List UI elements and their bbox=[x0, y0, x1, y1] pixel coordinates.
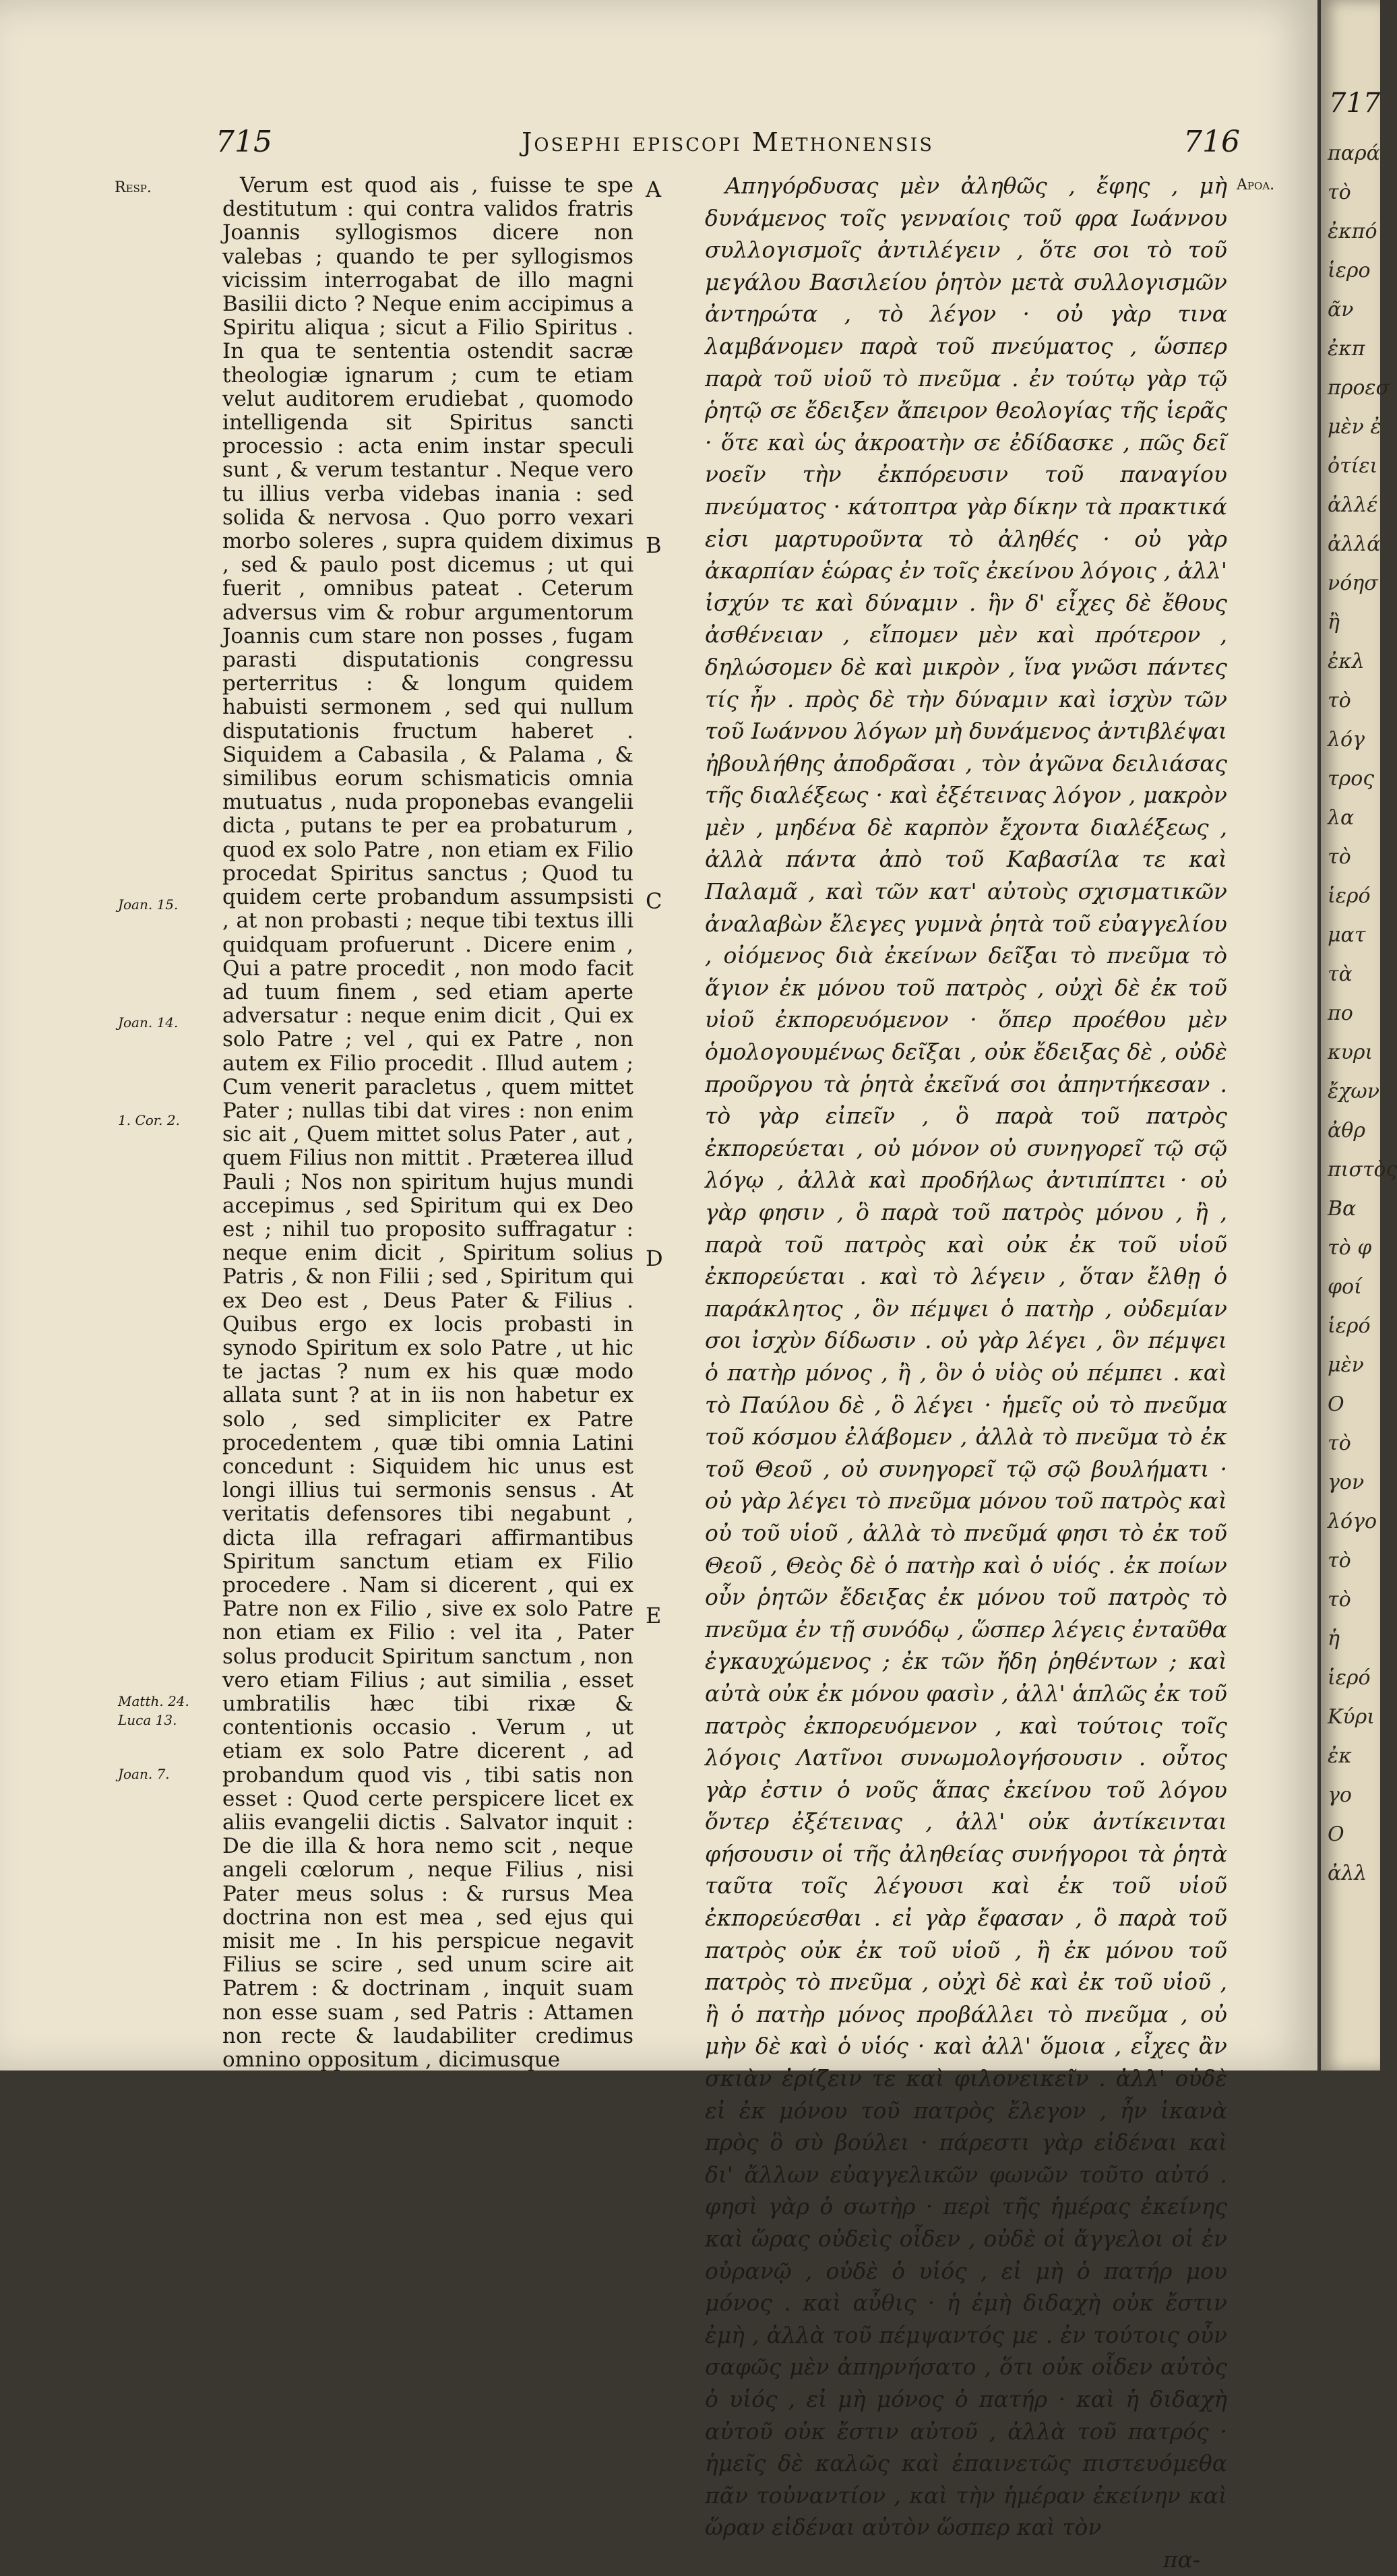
next-page-fragment: ἱερό bbox=[1328, 1666, 1371, 1690]
next-page-fragment: Ο bbox=[1328, 1392, 1344, 1416]
next-page-fragment: ἐκπό bbox=[1328, 220, 1377, 243]
next-page-edge bbox=[1321, 0, 1397, 2071]
running-title: Josephi episcopi Methonensis bbox=[522, 127, 934, 157]
next-page-fragment: τὸ bbox=[1328, 181, 1351, 204]
next-page-fragment: ἐκπ bbox=[1328, 337, 1365, 361]
next-page-fragment: φοί bbox=[1328, 1275, 1362, 1299]
next-page-fragment: ᾶν bbox=[1328, 298, 1354, 321]
next-page-fragment: ἀλλ bbox=[1328, 1862, 1367, 1885]
next-page-fragment: κυρι bbox=[1328, 1041, 1373, 1064]
next-page-fragment: μὲν bbox=[1328, 1353, 1364, 1377]
margin-ref-matth: Matth. 24. bbox=[118, 1693, 189, 1709]
next-page-number: 717 bbox=[1329, 88, 1381, 119]
next-page-fragment: τὸ φ bbox=[1328, 1236, 1372, 1260]
margin-ref-cor: 1. Cor. 2. bbox=[118, 1112, 180, 1128]
next-page-fragment: ἐκλ bbox=[1328, 650, 1365, 673]
next-page-fragment: λα bbox=[1328, 806, 1355, 830]
greek-column bbox=[705, 170, 1227, 2576]
next-page-fragment: ἱερό bbox=[1328, 884, 1371, 908]
next-page-fragment: γον bbox=[1328, 1471, 1365, 1494]
next-page-fragment: τὸ bbox=[1328, 1432, 1351, 1455]
section-letter-c: C bbox=[646, 888, 662, 914]
next-page-fragment: ὀτίει bbox=[1328, 454, 1378, 478]
next-page-fragment: λόγο bbox=[1328, 1510, 1377, 1533]
next-page-fragment: προεσ bbox=[1328, 376, 1390, 400]
next-page-fragment: ἀθρ bbox=[1328, 1119, 1365, 1142]
next-page-fragment: τὰ bbox=[1328, 962, 1353, 986]
next-page-fragment: γο bbox=[1328, 1783, 1352, 1807]
section-letter-b: B bbox=[646, 532, 662, 558]
next-page-fragment: ἐκ bbox=[1328, 1744, 1352, 1768]
next-page-fragment: πο bbox=[1328, 1002, 1353, 1025]
next-page-fragment: μὲν ἐ bbox=[1328, 415, 1382, 439]
latin-text: Verum est quod ais , fuisse te spe destitutum : qui contra validos fratris Joannis syllogismos dicere non valebas ; quando te per syllogismos vicissim interrogabat de illo magni Basilii dicto ? Neque enim accipimus a Spiritu aliqua ; sicut a Filio Spiritus . In qua te sententia ostendit sacræ theologiæ ignarum ; cum te etiam velut auditorem erudiebat , quomodo intelligenda sit Spiritus sancti processio : acta enim instar speculi sunt , & verum testantur . Neque vero tu illius verba videbas inania : sed solida & nervosa . Quo porro vexari morbo soleres , supra quidem diximus , sed & paulo post dicemus ; ut qui fuerit , omnibus pateat . Ceterum adversus vim & robur argumentorum Joannis cum stare non posses , fugam parasti disputationis congressu perterritus : & longum quidem habuisti sermonem , sed qui nullum disputationis fructum haberet . Siquidem a Cabasila , & Palama , & similibus eorum schismaticis omnia mutuatus , nuda proponebas evangelii dicta , putans te per ea probaturum , quod ex solo Patre , non etiam ex Filio procedat Spiritus sanctus ; Quod tu quidem certe probandum assumpsisti , at non probasti ; neque tibi textus illi quidquam profuerunt . Dicere enim , Qui a patre procedit , non modo facit ad tuum finem , sed etiam aperte adversatur : neque enim dicit , Qui ex solo Patre ; vel , qui ex Patre , non autem ex Filio procedit . Illud autem ; Cum venerit paracletus , quem mittet Pater ; nullas tibi dat vires : non enim sic ait , Quem mittet solus Pater , aut , quem Filius non mittit . Præterea illud Pauli ; Nos non spiritum hujus mundi accepimus , sed Spiritum qui ex Deo est ; nihil tuo proposito suffragatur : neque enim dicit , Spiritum solius Patris , & non Filii ; sed , Spiritum qui ex Deo est , Deus Pater & Filius . Quibus ergo ex locis probasti in synodo Spiritum ex solo Patre , ut hic te jactas ? num ex his quæ modo allata sunt ? at in iis non habetur ex solo , sed simpliciter ex Patre procedentem , quæ tibi omnia Latini concedunt : Siquidem hic unus est longi illius tui sermonis sensus . At veritatis defensores tibi negabunt , dicta illa refragari affirmantibus Spiritum sanctum etiam ex Filio procedere . Nam si dicerent , qui ex Patre non ex Filio , sive ex solo Patre non etiam ex Filio : vel ita , Pater solus producit Spiritum sanctum , non vero etiam Filius ; aut similia , esset umbratilis hæc tibi rixæ & contentionis occasio . Verum , ut etiam ex solo Patre dicerent , ad probandum quod vis , tibi satis non esset : Quod certe perspicere licet ex aliis evangelii dictis . Salvator inquit : De die illa & hora nemo scit , neque angeli cœlorum , neque Filius , nisi Pater meus solus : & rursus Mea doctrina non est mea , sed ejus qui misit me . In his perspicue negavit Filius se scire , sed unum scire ait Patrem : & doctrinam , inquit suam non esse suam , sed Patris : Attamen non recte & laudabiliter credimus omnino oppositum , dicimusque bbox=[222, 173, 633, 2073]
next-page-fragment: ἢ bbox=[1328, 611, 1340, 634]
next-page-fragment: ἀλλά bbox=[1328, 532, 1381, 556]
next-page-fragment: τὸ bbox=[1328, 845, 1351, 869]
catchword: πα- bbox=[1162, 2546, 1200, 2573]
next-page-fragment: ἡ bbox=[1328, 1627, 1340, 1651]
next-page-fragment: νόησ bbox=[1328, 572, 1378, 595]
next-page-fragment: ἱερο bbox=[1328, 259, 1371, 282]
page-number-right: 716 bbox=[1183, 125, 1240, 159]
next-page-fragment: τρος bbox=[1328, 767, 1375, 791]
next-page-fragment: τὸ bbox=[1328, 1588, 1351, 1612]
margin-ref-joan14: Joan. 14. bbox=[118, 1014, 179, 1031]
margin-ref-joan7: Joan. 7. bbox=[118, 1766, 170, 1782]
running-header bbox=[216, 125, 1240, 165]
next-page-fragment: ματ bbox=[1328, 923, 1366, 947]
next-page-fragment: Ο bbox=[1328, 1822, 1344, 1846]
section-letter-a: A bbox=[646, 177, 662, 202]
next-page-fragment: πιστὸς bbox=[1328, 1158, 1397, 1182]
margin-ref-luca: Luca 13. bbox=[118, 1712, 177, 1728]
next-page-fragment: ἔχων bbox=[1328, 1080, 1379, 1103]
section-letter-e: E bbox=[646, 1603, 662, 1628]
latin-column bbox=[222, 174, 633, 2072]
next-page-fragment: τὸ bbox=[1328, 689, 1351, 712]
margin-apoc: Apoa. bbox=[1237, 177, 1275, 193]
next-page-fragment: Βα bbox=[1328, 1197, 1357, 1221]
margin-ref-joan15: Joan. 15. bbox=[118, 896, 179, 913]
page-number-left: 715 bbox=[216, 125, 272, 159]
next-page-fragment: ἱερό bbox=[1328, 1314, 1371, 1338]
greek-text: Απηγόρδυσας μὲν ἀληθῶς , ἔφης , μὴ δυνάμενος τοῖς γενναίοις τοῦ φρα Ιωάννου συλλογισμοῖς ἀντιλέγειν , ὅτε σοι τὸ τοῦ μεγάλου Βασιλείου ῥητὸν μετὰ συλλογισμῶν ἀντηρώτα , τὸ λέγον · οὐ γὰρ τινα λαμβάνομεν παρὰ τοῦ πνεύματος , ὥσπερ παρὰ τοῦ υἱοῦ τὸ πνεῦμα . ἐν τούτῳ γὰρ τῷ ῥητῷ σε ἔδειξεν ἄπειρον θεολογίας τῆς ἱερᾶς · ὅτε καὶ ὡς ἀκροατὴν σε ἐδίδασκε , πῶς δεῖ νοεῖν τὴν ἐκπόρευσιν τοῦ παναγίου πνεύματος · κάτοπτρα γὰρ δίκην τὰ πρακτικά εἰσι μαρτυροῦντα τὸ ἀληθές · οὐ γὰρ ἀκαρπίαν ἑώρας ἐν τοῖς ἐκείνου λόγοις , ἀλλ' ἰσχύν τε καὶ δύναμιν . ἣν δ' εἶχες δὲ ἔθους ἀσθένειαν , εἴπομεν μὲν καὶ πρότερον , δηλώσομεν δὲ καὶ μικρὸν , ἵνα γνῶσι πάντες τίς ἦν . πρὸς δὲ τὴν δύναμιν καὶ ἰσχὺν τῶν τοῦ Ιωάννου λόγων μὴ δυνάμενος ἀντιβλέψαι ἠβουλήθης ἀποδρᾶσαι , τὸν ἀγῶνα δειλιάσας τῆς διαλέξεως · καὶ ἐξέτεινας λόγον , μακρὸν μὲν , μηδένα δὲ καρπὸν ἔχοντα διαλέξεως , ἀλλὰ πάντα ἀπὸ τοῦ Καβασίλα τε καὶ Παλαμᾶ , καὶ τῶν κατ' αὐτοὺς σχισματικῶν ἀναλαβὼν ἔλεγες γυμνὰ ῥητὰ τοῦ εὐαγγελίου , οἰόμενος διὰ ἐκείνων δεῖξαι τὸ πνεῦμα τὸ ἅγιον ἐκ μόνου τοῦ πατρὸς , οὐχὶ δὲ ἐκ τοῦ υἱοῦ ἐκπορευόμενον · ὅπερ προέθου μὲν ὁμολογουμένως δεῖξαι , οὐκ ἔδειξας δὲ , οὐδὲ προῦργου τὰ ῥητὰ ἐκεῖνά σοι ἀπηντήκεσαν . τὸ γὰρ εἰπεῖν , ὃ παρὰ τοῦ πατρὸς ἐκπορεύεται , οὐ μόνον οὐ συνηγορεῖ τῷ σῷ λόγῳ , ἀλλὰ καὶ προδήλως ἀντιπίπτει · οὐ γὰρ φησιν , ὃ παρὰ τοῦ πατρὸς μόνου , ἢ , παρὰ τοῦ πατρὸς καὶ οὐκ ἐκ τοῦ υἱοῦ ἐκπορεύεται . καὶ τὸ λέγειν , ὅταν ἔλθῃ ὁ παράκλητος , ὃν πέμψει ὁ πατὴρ , οὐδεμίαν σοι ἰσχὺν δίδωσιν . οὐ γὰρ λέγει , ὃν πέμψει ὁ πατὴρ μόνος , ἢ , ὃν ὁ υἱὸς οὐ πέμπει . καὶ τὸ Παύλου δὲ , ὃ λέγει · ἡμεῖς οὐ τὸ πνεῦμα τοῦ κόσμου ἐλάβομεν , ἀλλὰ τὸ πνεῦμα τὸ ἐκ τοῦ Θεοῦ , οὐ συνηγορεῖ τῷ σῷ βουλήματι · οὐ γὰρ λέγει τὸ πνεῦμα μόνου τοῦ πατρὸς καὶ οὐ τοῦ υἱοῦ , ἀλλὰ τὸ πνεῦμά φησι τὸ ἐκ τοῦ Θεοῦ , Θεὸς δὲ ὁ πατὴρ καὶ ὁ υἱός . ἐκ ποίων οὖν ῥητῶν ἔδειξας ἐκ μόνου τοῦ πατρὸς τὸ πνεῦμα ἐν τῇ συνόδῳ , ὥσπερ λέγεις ἐνταῦθα ἐγκαυχώμενος ; ἐκ τῶν ἤδη ῥηθέντων ; καὶ αὐτὰ οὐκ ἐκ μόνου φασὶν , ἀλλ' ἁπλῶς ἐκ τοῦ πατρὸς ἐκπορευόμενον , καὶ τούτοις τοῖς λόγοις Λατῖνοι συνωμολογήσουσιν . οὗτος γὰρ ἐστιν ὁ νοῦς ἅπας ἐκείνου τοῦ λόγου ὅντερ ἐξέτεινας , ἀλλ' οὐκ ἀντίκεινται φήσουσιν οἱ τῆς ἀληθείας συνήγοροι τὰ ῥητὰ ταῦτα τοῖς λέγουσι καὶ ἐκ τοῦ υἱοῦ ἐκπορεύεσθαι . εἰ γὰρ ἔφασαν , ὃ παρὰ τοῦ πατρὸς οὐκ ἐκ τοῦ υἱοῦ , ἢ ἐκ μόνου τοῦ πατρὸς τὸ πνεῦμα , οὐχὶ δὲ καὶ ἐκ τοῦ υἱοῦ , ἢ ὁ πατὴρ μόνος προβάλλει τὸ πνεῦμα , οὐ μὴν δὲ καὶ ὁ υἱός · καὶ ἀλλ' ὅμοια , εἶχες ἂν σκιὰν ἐρίζειν τε καὶ φιλονεικεῖν . ἀλλ' οὐδὲ εἰ ἐκ μόνου τοῦ πατρὸς ἔλεγον , ἦν ἱκανὰ πρὸς ὃ σὺ βούλει · πάρεστι γὰρ εἰδέναι καὶ δι' ἄλλων εὐαγγελικῶν φωνῶν τοῦτο αὐτό . φησὶ γὰρ ὁ σωτὴρ · περὶ τῆς ἡμέρας ἐκείνης καὶ ὥρας οὐδεὶς οἶδεν , οὐδὲ οἱ ἄγγελοι οἱ ἐν οὐρανῷ , οὐδὲ ὁ υἱός , εἰ μὴ ὁ πατήρ μου μόνος . καὶ αὖθις · ἡ ἐμὴ διδαχὴ οὐκ ἔστιν ἐμὴ , ἀλλὰ τοῦ πέμψαντός με . ἐν τούτοις οὖν σαφῶς μὲν ἀπηρνήσατο , ὅτι οὐκ οἶδεν αὐτὸς ὁ υἱός , εἰ μὴ μόνος ὁ πατήρ · καὶ ἡ διδαχὴ αὐτοῦ οὐκ ἔστιν αὐτοῦ , ἀλλὰ τοῦ πατρός · ἡμεῖς δὲ καλῶς καὶ ἐπαινετῶς πιστευόμεθα πᾶν τοὐναντίον , καὶ τὴν ἡμέραν ἐκείνην καὶ ὥραν εἰδέναι αὐτὸν ὥσπερ καὶ τὸν bbox=[705, 173, 1227, 2541]
next-page-fragment: τὸ bbox=[1328, 1549, 1351, 1572]
section-letter-d: D bbox=[646, 1246, 663, 1271]
next-page-fragment: Κύρι bbox=[1328, 1705, 1375, 1729]
next-page-fragment: λόγ bbox=[1328, 728, 1365, 752]
margin-resp: Resp. bbox=[115, 179, 152, 196]
next-page-fragment: παρά bbox=[1328, 142, 1380, 165]
next-page-fragment: ἀλλέ bbox=[1328, 493, 1378, 517]
